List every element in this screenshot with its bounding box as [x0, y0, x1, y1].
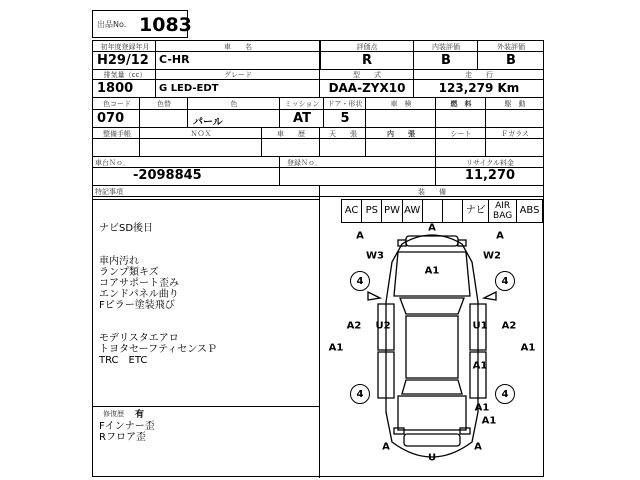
- equipment-aw: AW: [403, 200, 423, 222]
- remark-line: [99, 322, 317, 333]
- equipment-ac: AC: [342, 200, 362, 222]
- damage-code: W3: [366, 250, 384, 262]
- damage-code: A1: [520, 342, 536, 354]
- tire-rear-right: 4: [495, 384, 515, 404]
- displacement-value: 1800: [97, 81, 134, 96]
- damage-code: A1: [481, 415, 497, 427]
- remark-line: 車内汚れ: [99, 256, 139, 267]
- color-value: パール: [193, 117, 223, 128]
- tire-front-right: 4: [495, 271, 515, 291]
- color-code-value: 070: [97, 111, 125, 126]
- equipment-airbag: AIR BAG: [489, 200, 517, 222]
- grade-header: グレード: [224, 71, 252, 79]
- damage-code: A: [428, 222, 436, 234]
- seat-header: シート: [450, 130, 472, 138]
- remark-line: [99, 245, 317, 256]
- transmission-header: ミッション: [284, 100, 320, 108]
- maintenance-book-header: 整備手帳: [103, 130, 131, 138]
- damage-code: U: [427, 452, 437, 464]
- mileage-header: 走 行: [465, 71, 493, 79]
- transmission-value: AT: [293, 111, 311, 126]
- history-header: 車 歴: [277, 130, 305, 138]
- interior-lining-header: 内 張: [387, 130, 415, 138]
- rear-window: [402, 380, 462, 394]
- equipment-blank-1: [423, 200, 443, 222]
- repair-note: Rフロア歪: [99, 432, 146, 443]
- model-code-value: DAA-ZYX10: [328, 81, 406, 95]
- taillight-left: [394, 428, 404, 434]
- remark-line: モデリスタエアロ: [99, 333, 179, 344]
- damage-code: A: [474, 441, 482, 453]
- damage-code: A1: [328, 342, 344, 354]
- equipment-blank-2: [443, 200, 463, 222]
- roof-panel: [406, 316, 458, 378]
- front-grille: [406, 236, 458, 246]
- recycle-fee-value: 11,270: [464, 168, 516, 183]
- first-registration-value: H29/12: [97, 53, 149, 68]
- lot-number-box: [92, 10, 192, 38]
- registration-number-header: 登録Ｎｏ．: [287, 159, 322, 167]
- windshield: [400, 298, 464, 314]
- remark-line: TRC ETC: [99, 355, 148, 366]
- car-name-header: 車 名: [224, 43, 252, 51]
- first-registration-header: 初年度登録年月: [100, 43, 150, 51]
- remark-line: ナビSD後日: [99, 223, 154, 234]
- taillight-right: [460, 428, 470, 434]
- repair-history-status: 有: [135, 410, 145, 420]
- damage-code: A1: [472, 360, 488, 372]
- headliner-header: 天 張: [329, 130, 357, 138]
- damage-code: A: [496, 230, 504, 242]
- chassis-number-value: -2098845: [133, 168, 202, 183]
- grade-value: G LED-EDT: [159, 83, 219, 94]
- equipment-pw: PW: [382, 200, 402, 222]
- damage-code: A1: [474, 402, 490, 414]
- equipment-ps: PS: [362, 200, 382, 222]
- tire-front-left: 4: [350, 271, 370, 291]
- remark-line: トヨタセーフティセンスＰ: [99, 344, 217, 355]
- damage-code: A2: [501, 320, 517, 332]
- equipment-header: 装 備: [418, 188, 446, 196]
- right-mirror: [484, 292, 496, 300]
- drive-header: 駆 動: [504, 100, 526, 108]
- fuel-header: 燃 料: [450, 100, 472, 108]
- nox-header: ＮＯＸ: [190, 130, 212, 138]
- damage-code: A2: [346, 320, 362, 332]
- front-glass-header: Ｆガラス: [501, 130, 529, 138]
- displacement-header: 排気量（cc）: [103, 71, 147, 79]
- lot-number-value: 1083: [139, 14, 192, 36]
- tire-rear-left: 4: [350, 384, 370, 404]
- damage-code: W2: [483, 250, 501, 262]
- lot-number-label: 出品No.: [97, 20, 127, 29]
- remarks-list: [99, 223, 317, 366]
- damage-code: A1: [424, 265, 440, 277]
- door-shape-header: ドア・形状: [327, 100, 363, 108]
- remark-line: エンドパネル曲り: [99, 289, 179, 300]
- damage-code: A: [382, 441, 390, 453]
- equipment-abs: ABS: [519, 205, 540, 216]
- damage-code: A: [356, 230, 364, 242]
- color-change-header: 色替: [157, 100, 171, 108]
- color-code-header: 色コード: [103, 100, 131, 108]
- repair-history-header: 修復歴: [103, 410, 124, 418]
- damage-code: U2: [375, 320, 391, 332]
- remarks-header: 特記事項: [95, 188, 123, 196]
- remark-line: [99, 311, 317, 322]
- model-code-header: 型 式: [353, 71, 381, 79]
- interior-score-value: B: [441, 53, 451, 68]
- interior-score-header: 内装評価: [432, 43, 460, 51]
- equipment-row: [341, 199, 543, 223]
- car-diagram: [320, 222, 544, 474]
- door-value: 5: [340, 111, 350, 126]
- rear-bumper: [404, 434, 460, 446]
- remark-line: Fピラー塗装飛び: [99, 300, 175, 311]
- remark-line: ランプ類キズ: [99, 267, 159, 278]
- exterior-score-header: 外装評価: [497, 43, 525, 51]
- remark-line: コアサポート歪み: [99, 278, 179, 289]
- repair-note: Fインナー歪: [99, 421, 155, 432]
- shaken-header: 車 検: [390, 100, 412, 108]
- chassis-number-header: 車台Ｎｏ．: [95, 159, 130, 167]
- exterior-score-value: B: [506, 53, 516, 68]
- recycle-fee-header: リサイクル料金: [465, 159, 515, 167]
- trunk-panel: [398, 396, 466, 430]
- remark-line: [99, 234, 317, 245]
- left-mirror: [368, 292, 380, 300]
- grade-score-value: R: [361, 53, 372, 68]
- equipment-navi: ナビ: [463, 200, 489, 222]
- damage-code: U1: [472, 320, 488, 332]
- car-name-value: C-HR: [159, 53, 190, 66]
- color-header: 色: [230, 100, 238, 108]
- grade-score-header: 評価点: [356, 43, 378, 51]
- mileage-value: 123,279 Km: [438, 81, 520, 95]
